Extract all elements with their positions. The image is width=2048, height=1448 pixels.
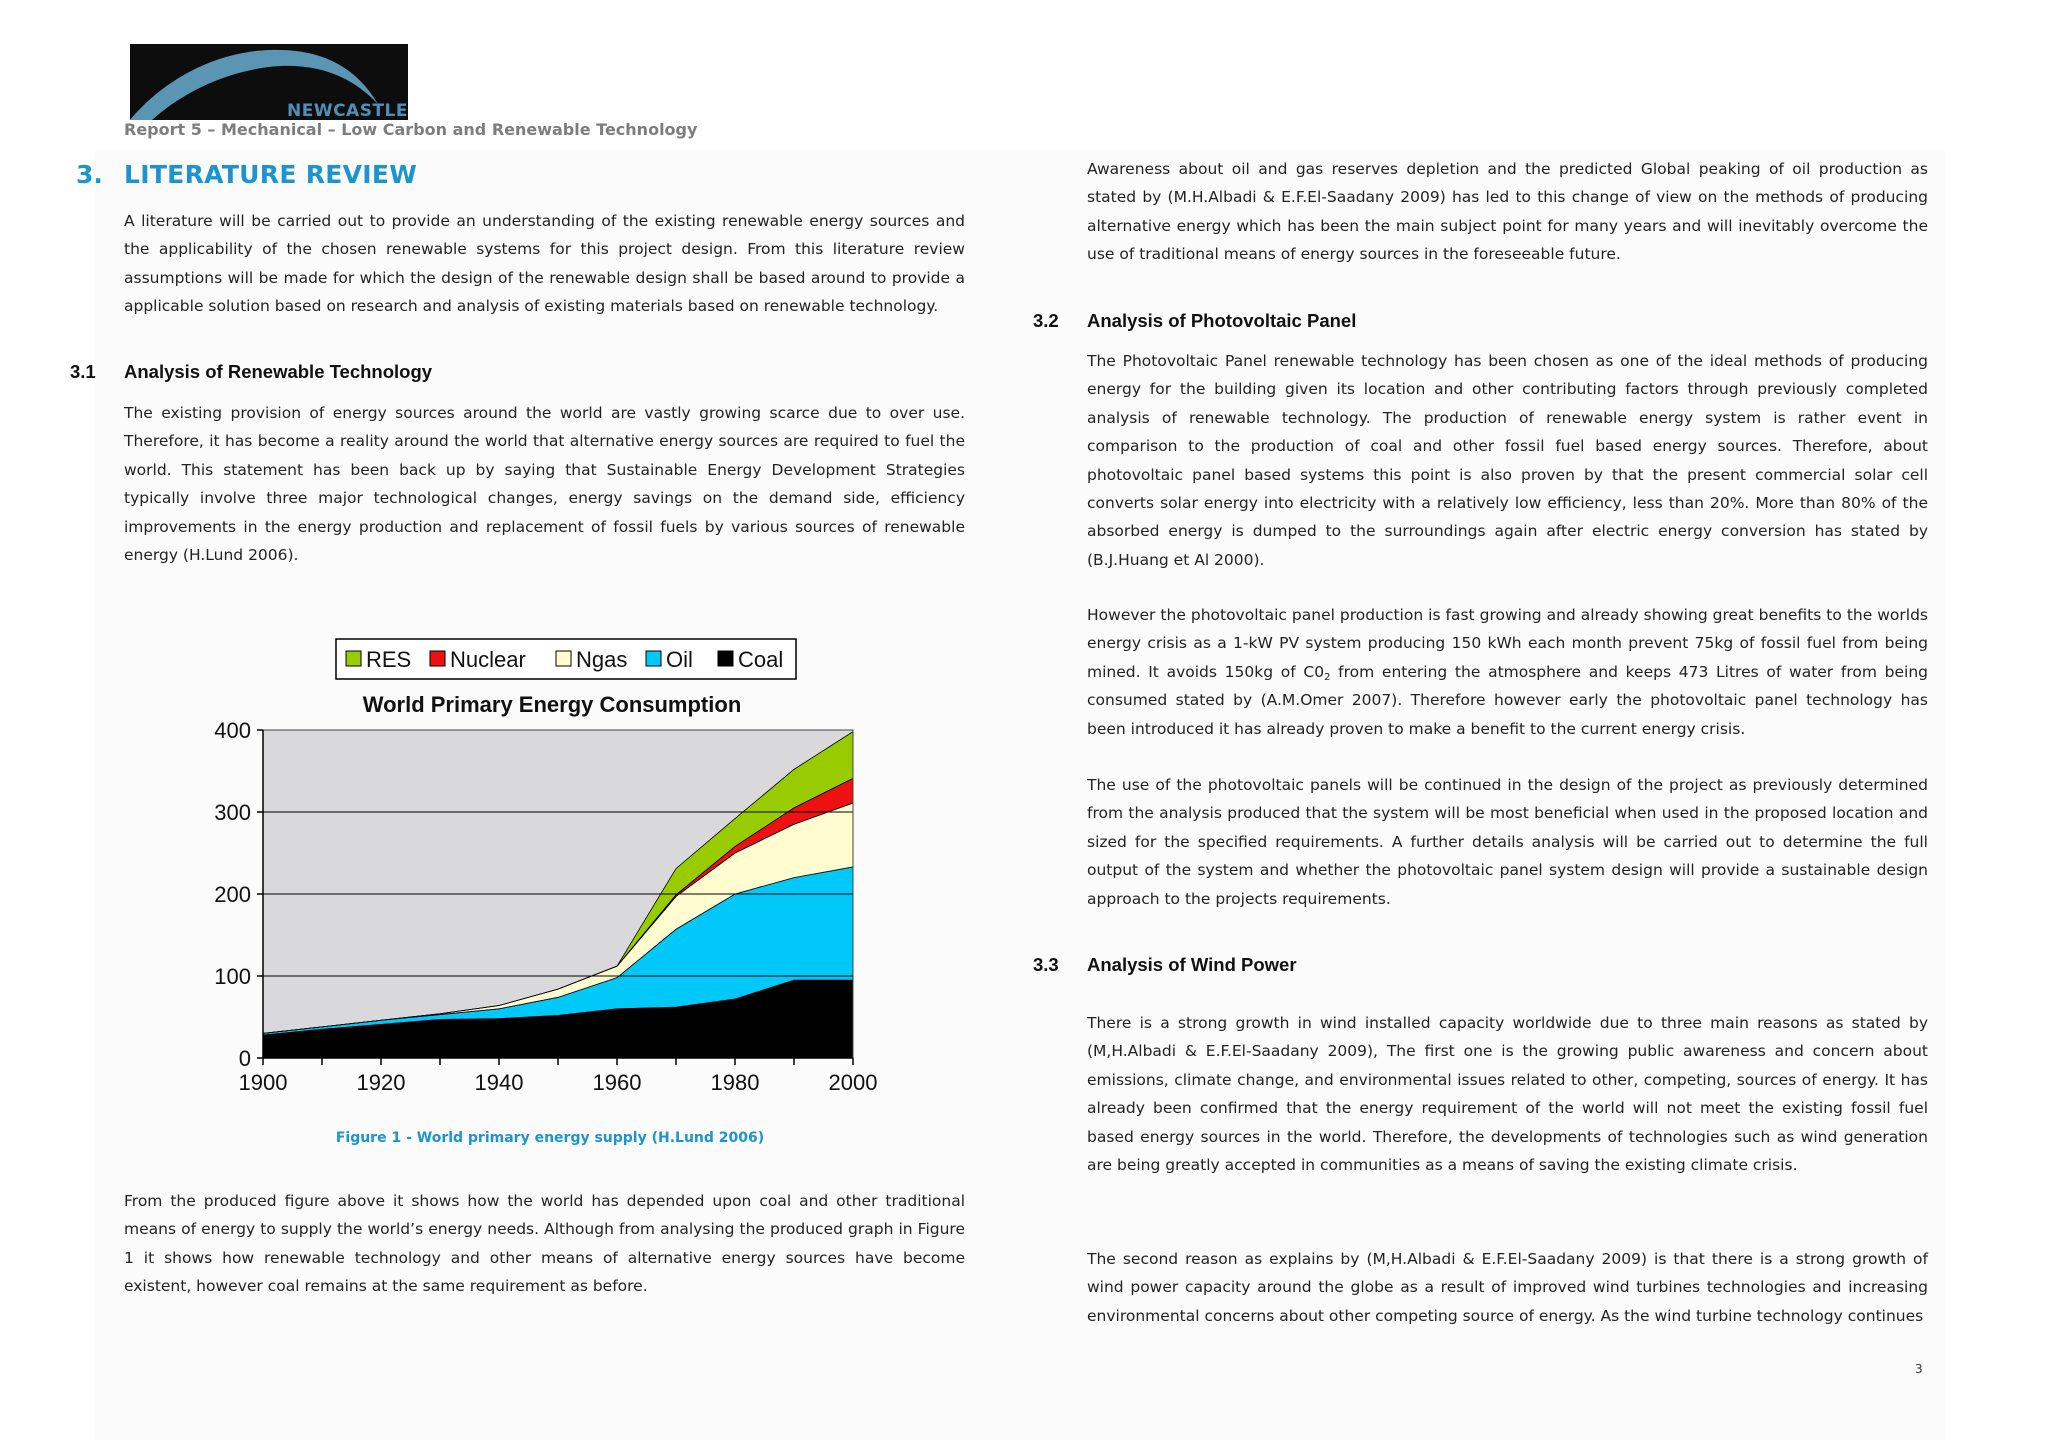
y-tick-label: 0 xyxy=(238,1046,251,1071)
page-number: 3 xyxy=(1915,1362,1923,1376)
legend-label-nuclear: Nuclear xyxy=(450,647,526,672)
figure-caption: Figure 1 - World primary energy supply (H.Lund 2006) xyxy=(335,1130,765,1146)
legend-swatch-nuclear xyxy=(430,651,445,666)
awareness-paragraph: Awareness about oil and gas reserves depletion and the predicted Global peaking of oil production as stated by (M.H.Albadi & E.F.El-Saadany 2009) has led to this change of view on the methods of producing alternative energy which has been the main subject point for many years and will inevitably overcome the use of traditional means of energy sources in the foreseeable future. xyxy=(1087,160,1928,264)
wind-paragraph-1: There is a strong growth in wind installed capacity worldwide due to three main reasons as stated by (M,H.Albadi & E.F.El-Saadany 2009), The first one is the growing public awareness and concern about emissions, climate change, and environmental issues related to other, competing, sources of energy. It has already been confirmed that the energy requirement of the world will not meet the existing fossil fuel based energy sources in the world. Therefore, the developments of technologies such as wind generation are being greatly accepted in communities as a means of saving the existing climate crisis. xyxy=(1087,1014,1928,1175)
legend-label-coal: Coal xyxy=(738,647,784,672)
x-tick-label: 2000 xyxy=(828,1070,878,1095)
section-title: LITERATURE REVIEW xyxy=(124,160,418,189)
pv-paragraph-1: The Photovoltaic Panel renewable technology has been chosen as one of the ideal methods of producing energy for the building given its location and other contributing factors through previously completed analysis of renewable technology. The production of renewable energy system is rather event in comparison to the production of coal and other fossil fuel based energy sources. Therefore, about photovoltaic panel based systems this point is also proven by that the present commercial solar cell converts solar energy into electricity with a relatively low efficiency, less than 20%. More than 80% of the absorbed energy is dumped to the surroundings again after electric energy conversion has stated by (B.J.Huang et Al 2000). xyxy=(1087,352,1928,569)
subsection-title-3-3: Analysis of Wind Power xyxy=(1087,954,1297,975)
x-tick-label: 1940 xyxy=(474,1070,524,1095)
subsection-number-3-3: 3.3 xyxy=(1033,954,1059,975)
energy-consumption-chart xyxy=(190,630,910,1110)
legend-label-res: RES xyxy=(366,647,412,672)
y-tick-label: 100 xyxy=(214,964,251,989)
intro-paragraph: A literature will be carried out to provide an understanding of the existing renewable energy sources and the applicability of the chosen renewable systems for this project design. From this literature review assumptions will be made for which the design of the renewable design shall be based around to provide a applicable solution based on research and analysis of existing materials based on renewable technology. xyxy=(124,212,965,316)
subsection-number-3-1: 3.1 xyxy=(70,361,96,382)
pv-text-a: However the photovoltaic panel production is fast growing and already showing great benefits to the worlds energy crisis as a 1-kW PV system producing 150 kWh each month prevent 75kg of fossil fuel from being mined. It avoids 150kg of C0 xyxy=(1087,606,1928,681)
y-tick-label: 300 xyxy=(214,800,251,825)
wind-paragraph-2: The second reason as explains by (M,H.Albadi & E.F.El-Saadany 2009) is that there is a strong growth of wind power capacity around the globe as a result of improved wind turbines technologies and increasing environmental concerns about other competing source of energy. As the wind turbine technology continues xyxy=(1087,1250,1928,1325)
x-tick-label: 1900 xyxy=(238,1070,288,1095)
newcastle-logo xyxy=(130,44,408,120)
subsection-title-3-1: Analysis of Renewable Technology xyxy=(124,361,433,382)
section-number: 3. xyxy=(76,160,103,189)
legend-swatch-coal xyxy=(718,651,733,666)
pv-text-b: from entering the atmosphere and keeps 473 Litres of water from being consumed stated by (A.M.Omer 2007). Therefore however early the photovoltaic panel technology has been introduced it has already proven to make a benefit to the current energy crisis. xyxy=(1087,662,1928,738)
subsection-number-3-2: 3.2 xyxy=(1033,310,1059,331)
legend-swatch-oil xyxy=(646,651,661,666)
figure-discussion-paragraph: From the produced figure above it shows how the world has depended upon coal and other traditional means of energy to supply the world’s energy needs. Although from analysing the produced graph in Figure 1 it shows how renewable technology and other means of alternative energy sources have become existent, however coal remains at the same requirement as before. xyxy=(124,1192,965,1296)
pv-paragraph-3: The use of the photovoltaic panels will be continued in the design of the project as previously determined from the analysis produced that the system will be most beneficial when used in the proposed location and sized for the specified requirements. A further details analysis will be carried out to determine the full output of the system and whether the photovoltaic panel system design will provide a sustainable design approach to the projects requirements. xyxy=(1087,776,1928,908)
legend-swatch-ngas xyxy=(556,651,571,666)
renewable-tech-paragraph: The existing provision of energy sources around the world are vastly growing scarce due to over use. Therefore, it has become a reality around the world that alternative energy sources are required to fuel the world. This statement has been back up by saying that Sustainable Energy Development Strategies typically involve three major technological changes, energy savings on the demand side, efficiency improvements in the energy production and replacement of fossil fuels by various sources of renewable energy (H.Lund 2006). xyxy=(124,404,965,565)
co2-subscript: 2 xyxy=(1324,671,1331,683)
chart-title: World Primary Energy Consumption xyxy=(362,692,742,717)
x-tick-label: 1960 xyxy=(592,1070,642,1095)
legend-swatch-res xyxy=(346,651,361,666)
y-tick-label: 400 xyxy=(214,718,251,743)
x-tick-label: 1980 xyxy=(710,1070,760,1095)
subsection-title-3-2: Analysis of Photovoltaic Panel xyxy=(1087,310,1357,331)
pv-paragraph-2 xyxy=(1087,601,1928,743)
legend-label-oil: Oil xyxy=(666,647,693,672)
legend-label-ngas: Ngas xyxy=(576,647,628,672)
logo-text: NEWCASTLE xyxy=(286,101,408,120)
x-tick-label: 1920 xyxy=(356,1070,406,1095)
y-tick-label: 200 xyxy=(214,882,251,907)
report-title: Report 5 – Mechanical – Low Carbon and Renewable Technology xyxy=(124,120,698,139)
